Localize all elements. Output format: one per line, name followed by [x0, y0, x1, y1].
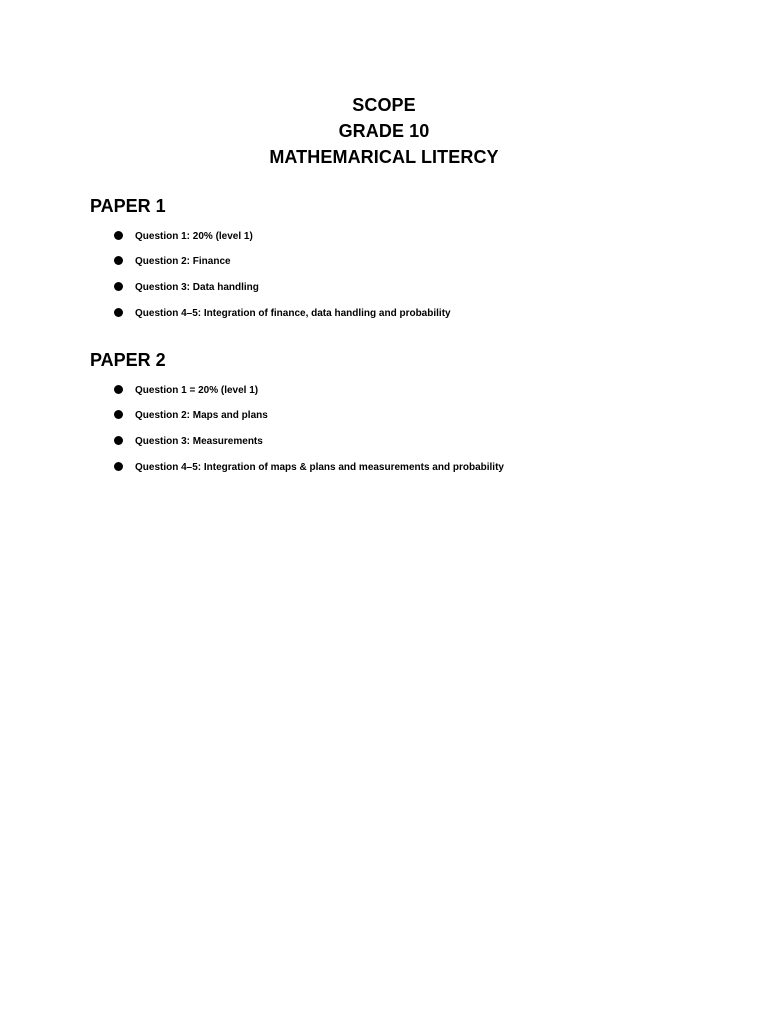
paper-2-heading: PAPER 2 [90, 350, 166, 370]
bullet-icon [114, 231, 123, 240]
bullet-icon [114, 256, 123, 265]
list-item [90, 455, 710, 481]
list-item [90, 301, 710, 327]
subject-title: MATHEMARICAL LITERCY [269, 147, 499, 167]
list-item [90, 224, 710, 250]
bullet-icon [114, 462, 123, 471]
bullet-icon [114, 436, 123, 445]
paper-2-section [90, 349, 710, 480]
question-text: Question 3: Measurements [135, 435, 263, 447]
question-text: Question 1 = 20% (level 1) [135, 384, 259, 396]
bullet-icon [114, 385, 123, 394]
grade-title: GRADE 10 [338, 121, 430, 141]
question-text: Question 3: Data handling [135, 281, 259, 293]
question-text: Question 2: Maps and plans [135, 410, 268, 422]
document-header [0, 92, 768, 170]
list-item [90, 275, 710, 301]
question-text: Question 1: 20% (level 1) [135, 230, 253, 242]
paper-1-section [90, 195, 710, 326]
paper-1-question-list [90, 224, 710, 326]
paper-2-question-list [90, 378, 710, 480]
question-text: Question 4–5: Integration of maps & plans and measurements and probability [135, 461, 504, 473]
list-item [90, 429, 710, 455]
paper-1-heading: PAPER 1 [90, 196, 166, 216]
bullet-icon [114, 410, 123, 419]
list-item [90, 378, 710, 404]
bullet-icon [114, 308, 123, 317]
bullet-icon [114, 282, 123, 291]
list-item [90, 404, 710, 430]
list-item [90, 250, 710, 276]
document-title: SCOPE [352, 95, 416, 115]
question-text: Question 4–5: Integration of finance, data handling and probability [135, 307, 451, 319]
question-text: Question 2: Finance [135, 256, 231, 268]
